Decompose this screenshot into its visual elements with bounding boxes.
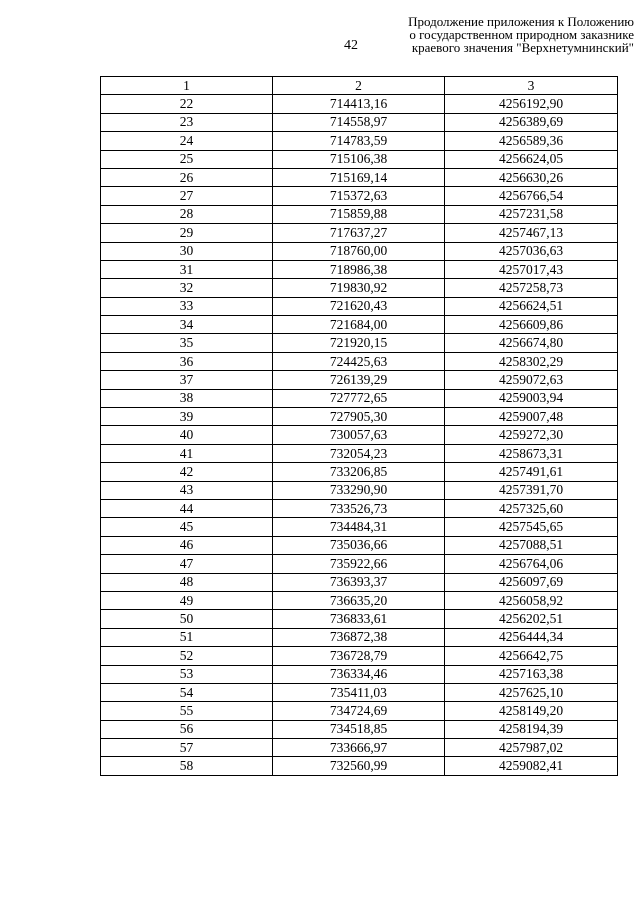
table-row — [101, 665, 618, 683]
x-coordinate-cell: 721684,00 — [273, 316, 445, 334]
header-line-2: о государственном природном заказнике — [409, 27, 634, 42]
y-coordinate-cell: 4256192,90 — [445, 95, 618, 113]
table-row — [101, 628, 618, 646]
point-number-cell: 55 — [101, 702, 273, 720]
table-row — [101, 389, 618, 407]
y-coordinate-cell: 4257163,38 — [445, 665, 618, 683]
table-row — [101, 518, 618, 536]
table-row — [101, 113, 618, 131]
table-row — [101, 150, 618, 168]
table-row — [101, 536, 618, 554]
y-coordinate-cell: 4258149,20 — [445, 702, 618, 720]
x-coordinate-cell: 735036,66 — [273, 536, 445, 554]
table-row — [101, 242, 618, 260]
point-number-cell: 23 — [101, 113, 273, 131]
point-number-cell: 51 — [101, 628, 273, 646]
table-row — [101, 555, 618, 573]
x-coordinate-cell: 733290,90 — [273, 481, 445, 499]
point-number-cell: 26 — [101, 168, 273, 186]
x-coordinate-cell: 736334,46 — [273, 665, 445, 683]
y-coordinate-cell: 4256642,75 — [445, 647, 618, 665]
y-coordinate-cell: 4256766,54 — [445, 187, 618, 205]
y-coordinate-cell: 4256764,06 — [445, 555, 618, 573]
x-coordinate-cell: 715106,38 — [273, 150, 445, 168]
y-coordinate-cell: 4257625,10 — [445, 683, 618, 701]
point-number-cell: 40 — [101, 426, 273, 444]
x-coordinate-cell: 733526,73 — [273, 499, 445, 517]
table-row — [101, 591, 618, 609]
x-coordinate-cell: 734484,31 — [273, 518, 445, 536]
x-coordinate-cell: 714783,59 — [273, 132, 445, 150]
table-row — [101, 168, 618, 186]
x-coordinate-cell: 719830,92 — [273, 279, 445, 297]
table-row — [101, 205, 618, 223]
table-row — [101, 702, 618, 720]
x-coordinate-cell: 721620,43 — [273, 297, 445, 315]
table-row — [101, 260, 618, 278]
point-number-cell: 35 — [101, 334, 273, 352]
x-coordinate-cell: 735411,03 — [273, 683, 445, 701]
y-coordinate-cell: 4259007,48 — [445, 408, 618, 426]
point-number-cell: 58 — [101, 757, 273, 775]
point-number-cell: 50 — [101, 610, 273, 628]
table-row — [101, 444, 618, 462]
x-coordinate-cell: 736635,20 — [273, 591, 445, 609]
x-coordinate-cell: 734518,85 — [273, 720, 445, 738]
y-coordinate-cell: 4257987,02 — [445, 739, 618, 757]
table-row — [101, 316, 618, 334]
point-number-cell: 36 — [101, 352, 273, 370]
table-row — [101, 610, 618, 628]
x-coordinate-cell: 730057,63 — [273, 426, 445, 444]
x-coordinate-cell: 715859,88 — [273, 205, 445, 223]
table-row — [101, 187, 618, 205]
y-coordinate-cell: 4259072,63 — [445, 371, 618, 389]
x-coordinate-cell: 724425,63 — [273, 352, 445, 370]
x-coordinate-cell: 726139,29 — [273, 371, 445, 389]
point-number-cell: 45 — [101, 518, 273, 536]
appendix-header — [364, 15, 634, 54]
point-number-cell: 25 — [101, 150, 273, 168]
y-coordinate-cell: 4256389,69 — [445, 113, 618, 131]
y-coordinate-cell: 4257258,73 — [445, 279, 618, 297]
y-coordinate-cell: 4259272,30 — [445, 426, 618, 444]
table-row — [101, 279, 618, 297]
table-row — [101, 224, 618, 242]
x-coordinate-cell: 718760,00 — [273, 242, 445, 260]
y-coordinate-cell: 4256058,92 — [445, 591, 618, 609]
table-row — [101, 297, 618, 315]
table-row — [101, 499, 618, 517]
y-coordinate-cell: 4256097,69 — [445, 573, 618, 591]
x-coordinate-cell: 717637,27 — [273, 224, 445, 242]
x-coordinate-cell: 732560,99 — [273, 757, 445, 775]
point-number-cell: 54 — [101, 683, 273, 701]
table-row — [101, 426, 618, 444]
y-coordinate-cell: 4257325,60 — [445, 499, 618, 517]
point-number-cell: 49 — [101, 591, 273, 609]
point-number-cell: 30 — [101, 242, 273, 260]
point-number-cell: 41 — [101, 444, 273, 462]
table-body — [101, 95, 618, 775]
table-row — [101, 132, 618, 150]
x-coordinate-cell: 714558,97 — [273, 113, 445, 131]
table-row — [101, 739, 618, 757]
x-coordinate-cell: 736728,79 — [273, 647, 445, 665]
coordinates-table — [100, 76, 618, 776]
x-coordinate-cell: 727772,65 — [273, 389, 445, 407]
x-coordinate-cell: 714413,16 — [273, 95, 445, 113]
y-coordinate-cell: 4259003,94 — [445, 389, 618, 407]
table-row — [101, 95, 618, 113]
table-row — [101, 463, 618, 481]
point-number-cell: 33 — [101, 297, 273, 315]
point-number-cell: 39 — [101, 408, 273, 426]
point-number-cell: 43 — [101, 481, 273, 499]
x-coordinate-cell: 715169,14 — [273, 168, 445, 186]
y-coordinate-cell: 4257467,13 — [445, 224, 618, 242]
x-coordinate-cell: 721920,15 — [273, 334, 445, 352]
table-row — [101, 757, 618, 775]
y-coordinate-cell: 4257088,51 — [445, 536, 618, 554]
y-coordinate-cell: 4256624,51 — [445, 297, 618, 315]
point-number-cell: 52 — [101, 647, 273, 665]
point-number-cell: 29 — [101, 224, 273, 242]
y-coordinate-cell: 4256589,36 — [445, 132, 618, 150]
table-header-row — [101, 77, 618, 95]
x-coordinate-cell: 736393,37 — [273, 573, 445, 591]
x-coordinate-cell: 733206,85 — [273, 463, 445, 481]
x-coordinate-cell: 736872,38 — [273, 628, 445, 646]
point-number-cell: 44 — [101, 499, 273, 517]
table-row — [101, 720, 618, 738]
table-row — [101, 481, 618, 499]
point-number-cell: 47 — [101, 555, 273, 573]
table-row — [101, 371, 618, 389]
point-number-cell: 46 — [101, 536, 273, 554]
column-header-3: 3 — [445, 77, 618, 95]
point-number-cell: 42 — [101, 463, 273, 481]
point-number-cell: 53 — [101, 665, 273, 683]
x-coordinate-cell: 734724,69 — [273, 702, 445, 720]
x-coordinate-cell: 718986,38 — [273, 260, 445, 278]
point-number-cell: 22 — [101, 95, 273, 113]
table-row — [101, 334, 618, 352]
y-coordinate-cell: 4256624,05 — [445, 150, 618, 168]
x-coordinate-cell: 733666,97 — [273, 739, 445, 757]
y-coordinate-cell: 4256674,80 — [445, 334, 618, 352]
x-coordinate-cell: 715372,63 — [273, 187, 445, 205]
y-coordinate-cell: 4256444,34 — [445, 628, 618, 646]
x-coordinate-cell: 727905,30 — [273, 408, 445, 426]
point-number-cell: 38 — [101, 389, 273, 407]
table-row — [101, 352, 618, 370]
page-number: 42 — [344, 38, 358, 53]
point-number-cell: 48 — [101, 573, 273, 591]
y-coordinate-cell: 4259082,41 — [445, 757, 618, 775]
table-row — [101, 408, 618, 426]
point-number-cell: 24 — [101, 132, 273, 150]
point-number-cell: 32 — [101, 279, 273, 297]
y-coordinate-cell: 4256202,51 — [445, 610, 618, 628]
y-coordinate-cell: 4258673,31 — [445, 444, 618, 462]
x-coordinate-cell: 732054,23 — [273, 444, 445, 462]
point-number-cell: 31 — [101, 260, 273, 278]
y-coordinate-cell: 4256630,26 — [445, 168, 618, 186]
y-coordinate-cell: 4257017,43 — [445, 260, 618, 278]
point-number-cell: 37 — [101, 371, 273, 389]
x-coordinate-cell: 735922,66 — [273, 555, 445, 573]
table-row — [101, 647, 618, 665]
point-number-cell: 57 — [101, 739, 273, 757]
y-coordinate-cell: 4256609,86 — [445, 316, 618, 334]
table-row — [101, 573, 618, 591]
y-coordinate-cell: 4257231,58 — [445, 205, 618, 223]
y-coordinate-cell: 4257036,63 — [445, 242, 618, 260]
column-header-2: 2 — [273, 77, 445, 95]
x-coordinate-cell: 736833,61 — [273, 610, 445, 628]
point-number-cell: 34 — [101, 316, 273, 334]
column-header-1: 1 — [101, 77, 273, 95]
y-coordinate-cell: 4258194,39 — [445, 720, 618, 738]
y-coordinate-cell: 4258302,29 — [445, 352, 618, 370]
point-number-cell: 27 — [101, 187, 273, 205]
y-coordinate-cell: 4257491,61 — [445, 463, 618, 481]
point-number-cell: 56 — [101, 720, 273, 738]
header-line-1: Продолжение приложения к Положению — [408, 14, 634, 29]
point-number-cell: 28 — [101, 205, 273, 223]
table-row — [101, 683, 618, 701]
y-coordinate-cell: 4257545,65 — [445, 518, 618, 536]
y-coordinate-cell: 4257391,70 — [445, 481, 618, 499]
header-line-3: краевого значения "Верхнетумнинский" — [411, 40, 634, 55]
